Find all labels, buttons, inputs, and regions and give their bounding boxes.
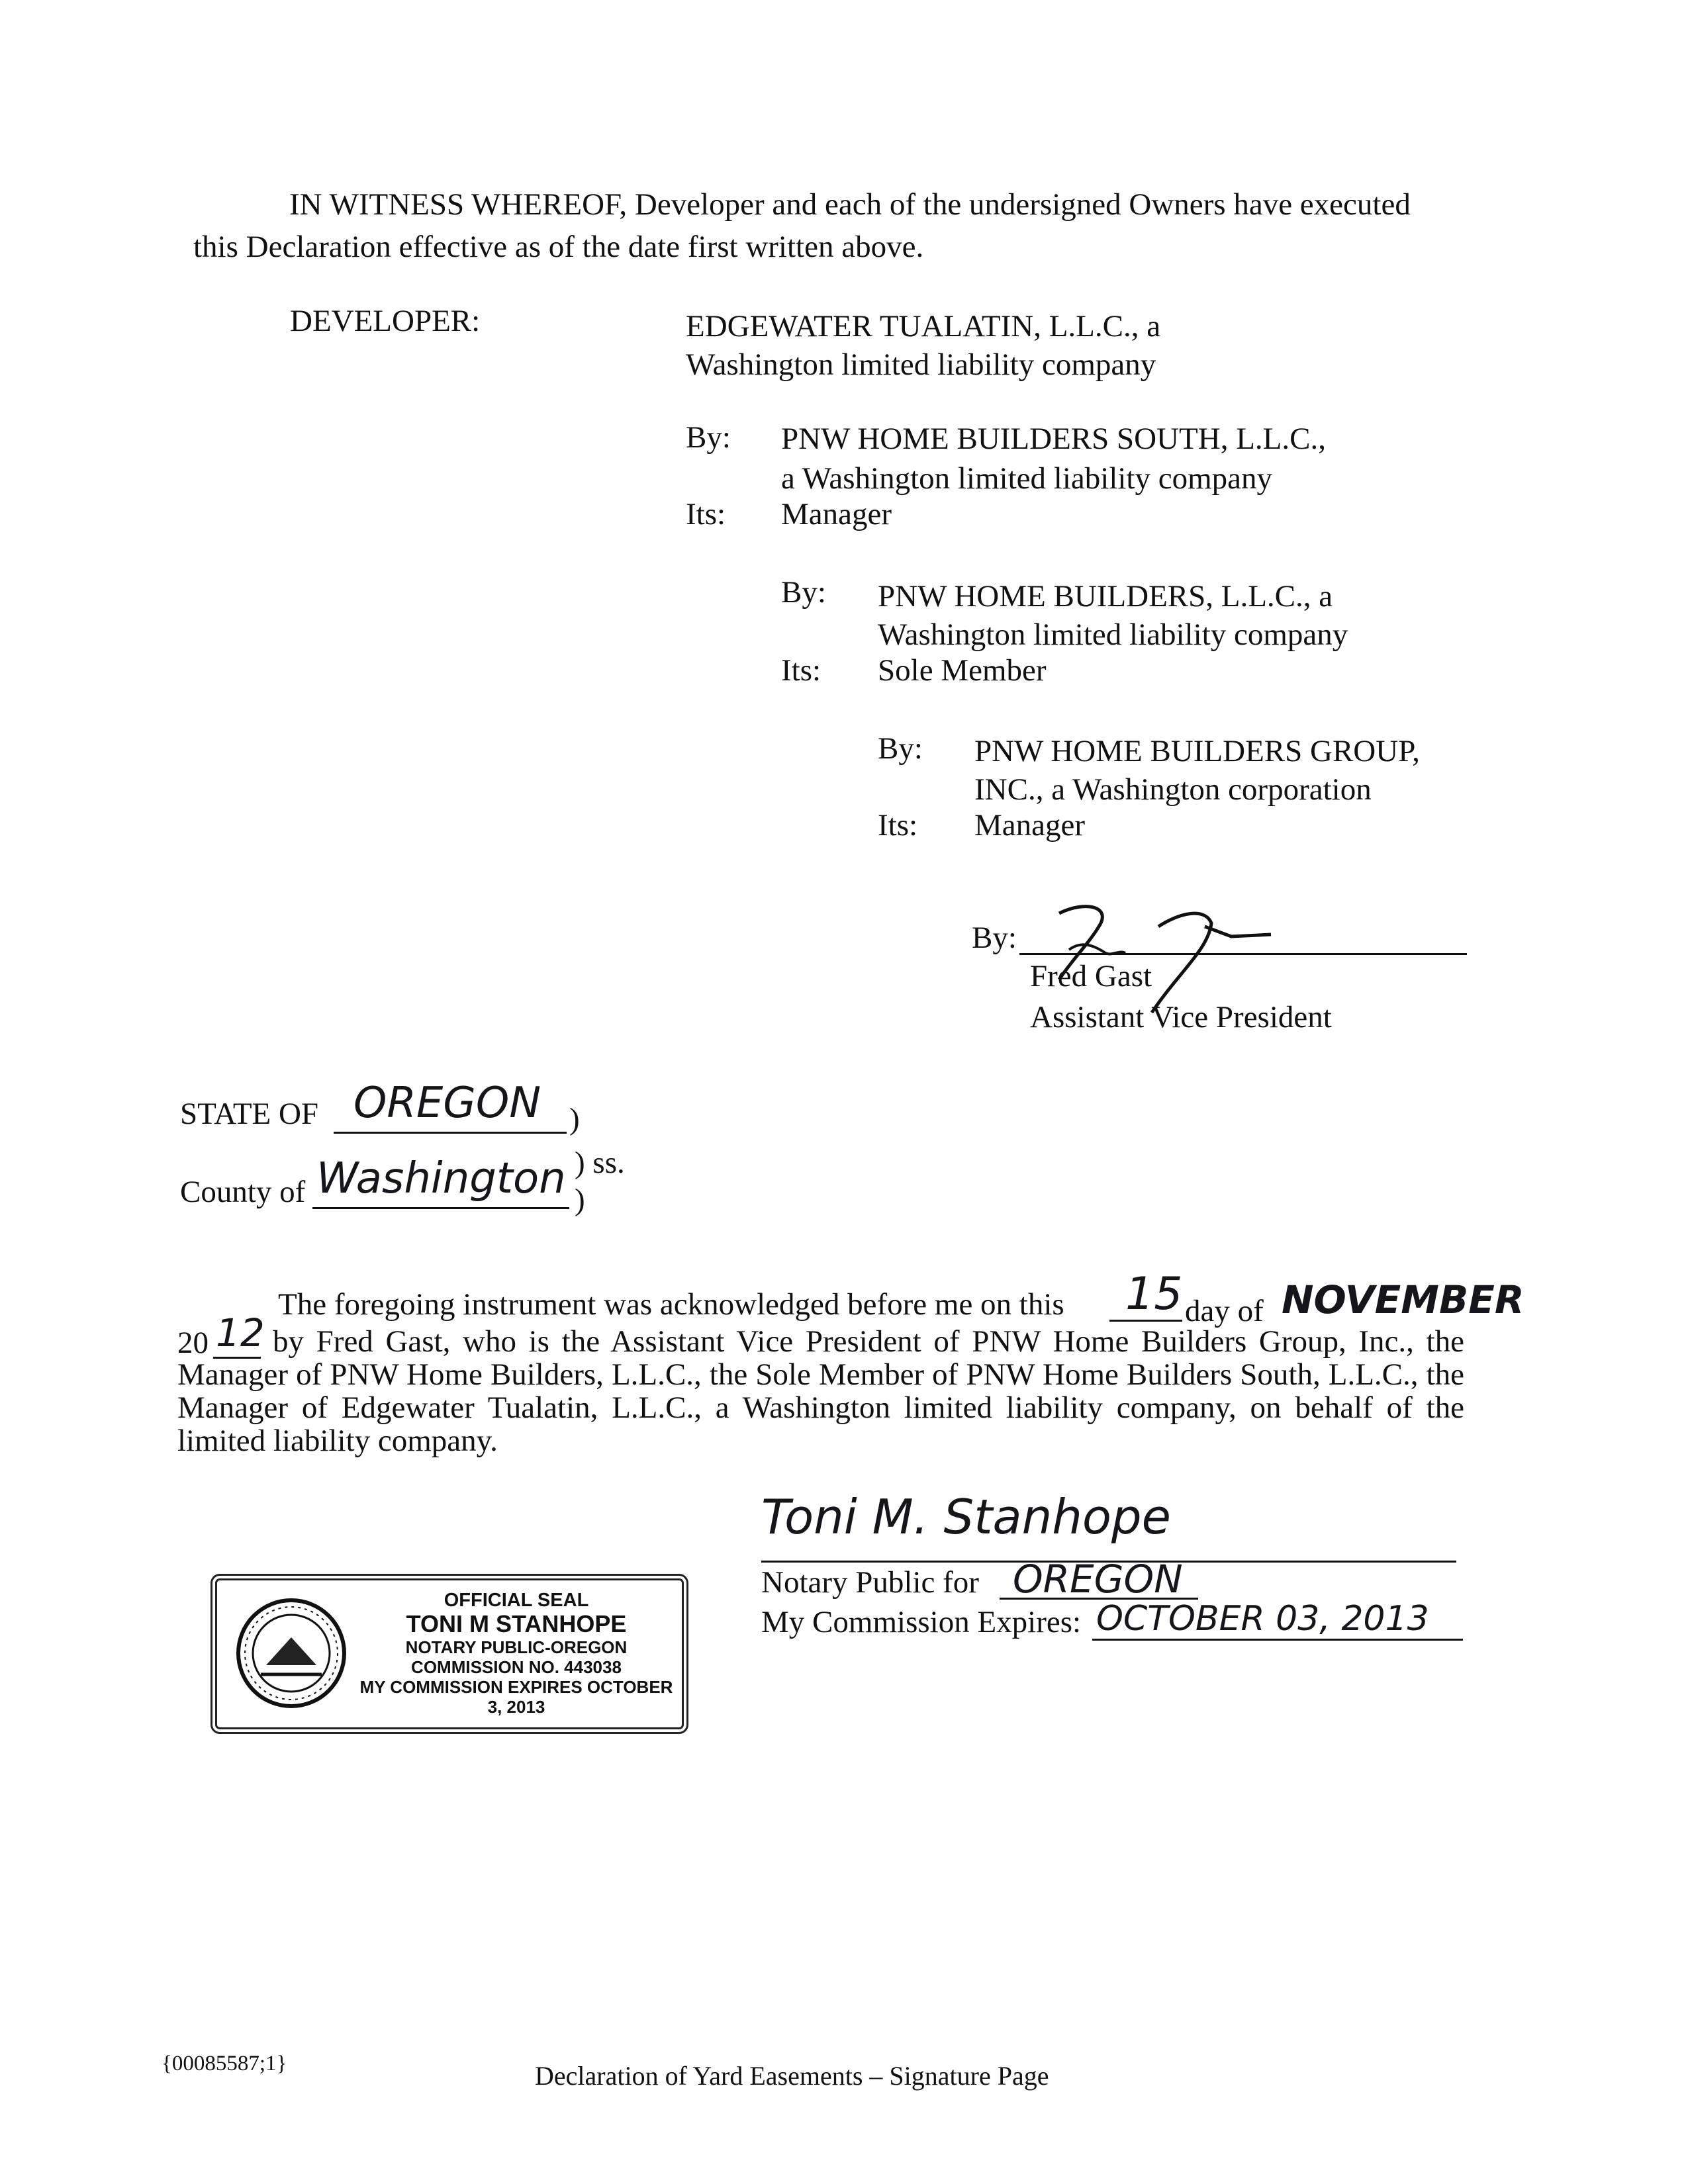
notary-expires-label: My Commission Expires: — [761, 1605, 1082, 1639]
notary-signature: Toni M. Stanhope — [761, 1489, 1171, 1545]
county-paren: ) — [575, 1183, 585, 1217]
tier1-type: a Washington limited liability company — [781, 461, 1273, 496]
state-label: STATE OF — [180, 1097, 319, 1131]
tier1-its-label: Its: — [686, 497, 726, 531]
seal-line-4: COMMISSION NO. 443038 — [411, 1657, 622, 1677]
seal-line-5: MY COMMISSION EXPIRES OCTOBER 3, 2013 — [359, 1677, 673, 1717]
ack-body: by Fred Gast, who is the Assistant Vice President of PNW Home Builders Group, Inc., the Manager of PNW Home Builders, L.L.C., the Sole Member of PNW Home Builders South, L.L.C., the Manager of Edgewater Tualatin, L.L.C., a Washington limited liability company, on behalf of the limited liability company. — [177, 1324, 1464, 1458]
tier2-its-label: Its: — [781, 653, 821, 688]
footer-title: Declaration of Yard Easements – Signature Page — [535, 2061, 1049, 2091]
seal-line-2: TONI M STANHOPE — [406, 1610, 627, 1637]
ack-part1: The foregoing instrument was acknowledged before me on this — [278, 1287, 1064, 1322]
county-label: County of — [180, 1175, 306, 1209]
seal-line-3: NOTARY PUBLIC-OREGON — [405, 1637, 628, 1657]
ack-year-prefix: 20 — [177, 1326, 209, 1360]
entity-name: EDGEWATER TUALATIN, L.L.C., a — [686, 309, 1161, 343]
signer-name: Fred Gast — [1030, 959, 1152, 993]
tier2-role: Sole Member — [878, 653, 1047, 688]
notary-expires-value: OCTOBER 03, 2013 — [1096, 1599, 1429, 1639]
developer-label: DEVELOPER: — [290, 304, 481, 338]
tier3-type: INC., a Washington corporation — [974, 772, 1372, 807]
entity-type: Washington limited liability company — [686, 347, 1156, 382]
tier2-type: Washington limited liability company — [878, 617, 1348, 652]
county-value: Washington — [316, 1154, 566, 1203]
tier1-role: Manager — [781, 497, 892, 531]
signature-by-label: By: — [972, 921, 1017, 955]
state-value: OREGON — [353, 1079, 541, 1128]
ack-year-suffix: 12 — [216, 1310, 265, 1355]
tier3-name: PNW HOME BUILDERS GROUP, — [974, 734, 1420, 768]
signer-title: Assistant Vice President — [1030, 1000, 1332, 1034]
ss-label: ) ss. — [575, 1146, 625, 1180]
ack-month: NOVEMBER — [1282, 1277, 1524, 1322]
official-seal — [211, 1574, 688, 1734]
tier1-by-label: By: — [686, 420, 731, 455]
notary-public-label: Notary Public for — [761, 1565, 979, 1600]
ack-day: 15 — [1125, 1268, 1183, 1320]
notary-expires-line — [1092, 1639, 1463, 1641]
tier3-its-label: Its: — [878, 808, 918, 842]
county-line — [312, 1207, 569, 1209]
seal-line-1: OFFICIAL SEAL — [444, 1590, 589, 1611]
tier2-name: PNW HOME BUILDERS, L.L.C., a — [878, 579, 1333, 614]
tier2-by-label: By: — [781, 575, 826, 610]
footer-doc-id: {00085587;1} — [162, 2052, 287, 2075]
tier1-name: PNW HOME BUILDERS SOUTH, L.L.C., — [781, 422, 1326, 456]
notary-public-value: OREGON — [1013, 1557, 1183, 1602]
intro-line-2: this Declaration effective as of the date first written above. — [193, 230, 924, 264]
tier3-by-label: By: — [878, 731, 923, 766]
state-seal-icon — [234, 1596, 348, 1710]
ack-part2: day of — [1185, 1294, 1264, 1328]
state-line — [334, 1132, 567, 1134]
state-paren: ) — [569, 1102, 580, 1136]
tier3-role: Manager — [974, 808, 1086, 842]
intro-line-1: IN WITNESS WHEREOF, Developer and each of the undersigned Owners have executed — [289, 187, 1411, 222]
